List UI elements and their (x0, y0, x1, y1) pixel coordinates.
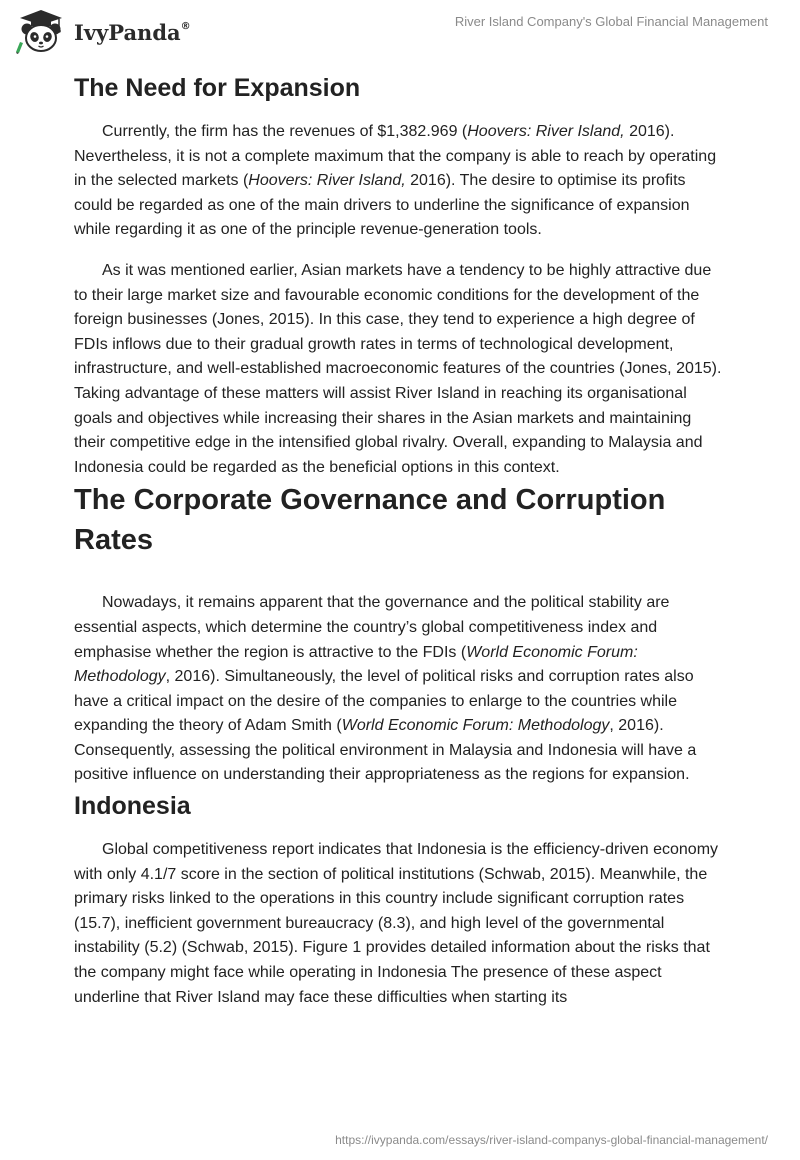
ivypanda-logo[interactable] (14, 8, 191, 54)
document-title: River Island Company's Global Financial Management (454, 14, 768, 29)
logo-wordmark: IvyPanda® (74, 19, 191, 45)
section-heading-corporate-governance: The Corporate Governance and Corruption Rates (74, 484, 666, 557)
paragraph: As it was mentioned earlier, Asian markets have a tendency to be highly attractive due to their large market size and favourable economic conditions for the development of the foreign businesses (Jones, 2015). In this case, they tend to experience a high degree of FDIs inflows due to their gradual growth rates in terms of technological development, infrastructure, and well-established macroeconomic features of the countries (Jones, 2015). Taking advantage of these matters will assist River Island in reaching its organisational goals and objectives while increasing their shares in the Asian markets and maintaining their competitive edge in the intensified global rivalry. Overall, expanding to Malaysia and Indonesia could be regarded as the beneficial options in this context. (74, 261, 722, 476)
paragraph: Global competitiveness report indicates that Indonesia is the efficiency-driven economy with only 4.1/7 score in the section of political institutions (Schwab, 2015). Meanwhile, the primary risks linked to the operations in this country include significant corruption rates (15.7), inefficient government bureaucracy (8.3), and high level of the governmental instability (5.2) (Schwab, 2015). Figure 1 provides detailed information about the risks that the company might face while operating in Indonesia The presence of these aspect underline that River Island may face these difficulties when starting its (74, 841, 719, 1006)
paragraph: Currently, the firm has the revenues of $1,382.969 (Hoovers: River Island, 2016). Nevertheless, it is not a complete maximum that the company is able to reach by operating in the selected markets (Hoovers: River Island, 2016). The desire to optimise its profits could be regarded as one of the main drivers to underline the significance of expansion while regarding it as one of the principle revenue-generation tools. (74, 123, 717, 239)
panda-graduate-icon (14, 8, 68, 54)
essay-content (74, 70, 726, 1010)
page-header (0, 0, 800, 60)
paragraph: Nowadays, it remains apparent that the governance and the political stability are essential aspects, which determine the country’s global competitiveness index and emphasise whether the region is attractive to the FDIs (World Economic Forum: Methodology, 2016). Simultaneously, the level of political risks and corruption rates also have a critical impact on the desire of the companies to enlarge to the countries while expanding the theory of Adam Smith (World Economic Forum: Methodology, 2016). Consequently, assessing the political environment in Malaysia and Indonesia will have a positive influence on understanding their appropriateness as the regions for expansion. (74, 594, 697, 784)
source-url[interactable]: https://ivypanda.com/essays/river-island-companys-global-financial-management/ (335, 1133, 768, 1147)
section-heading-indonesia: Indonesia (74, 792, 191, 821)
section-heading-need-for-expansion: The Need for Expansion (74, 74, 361, 102)
